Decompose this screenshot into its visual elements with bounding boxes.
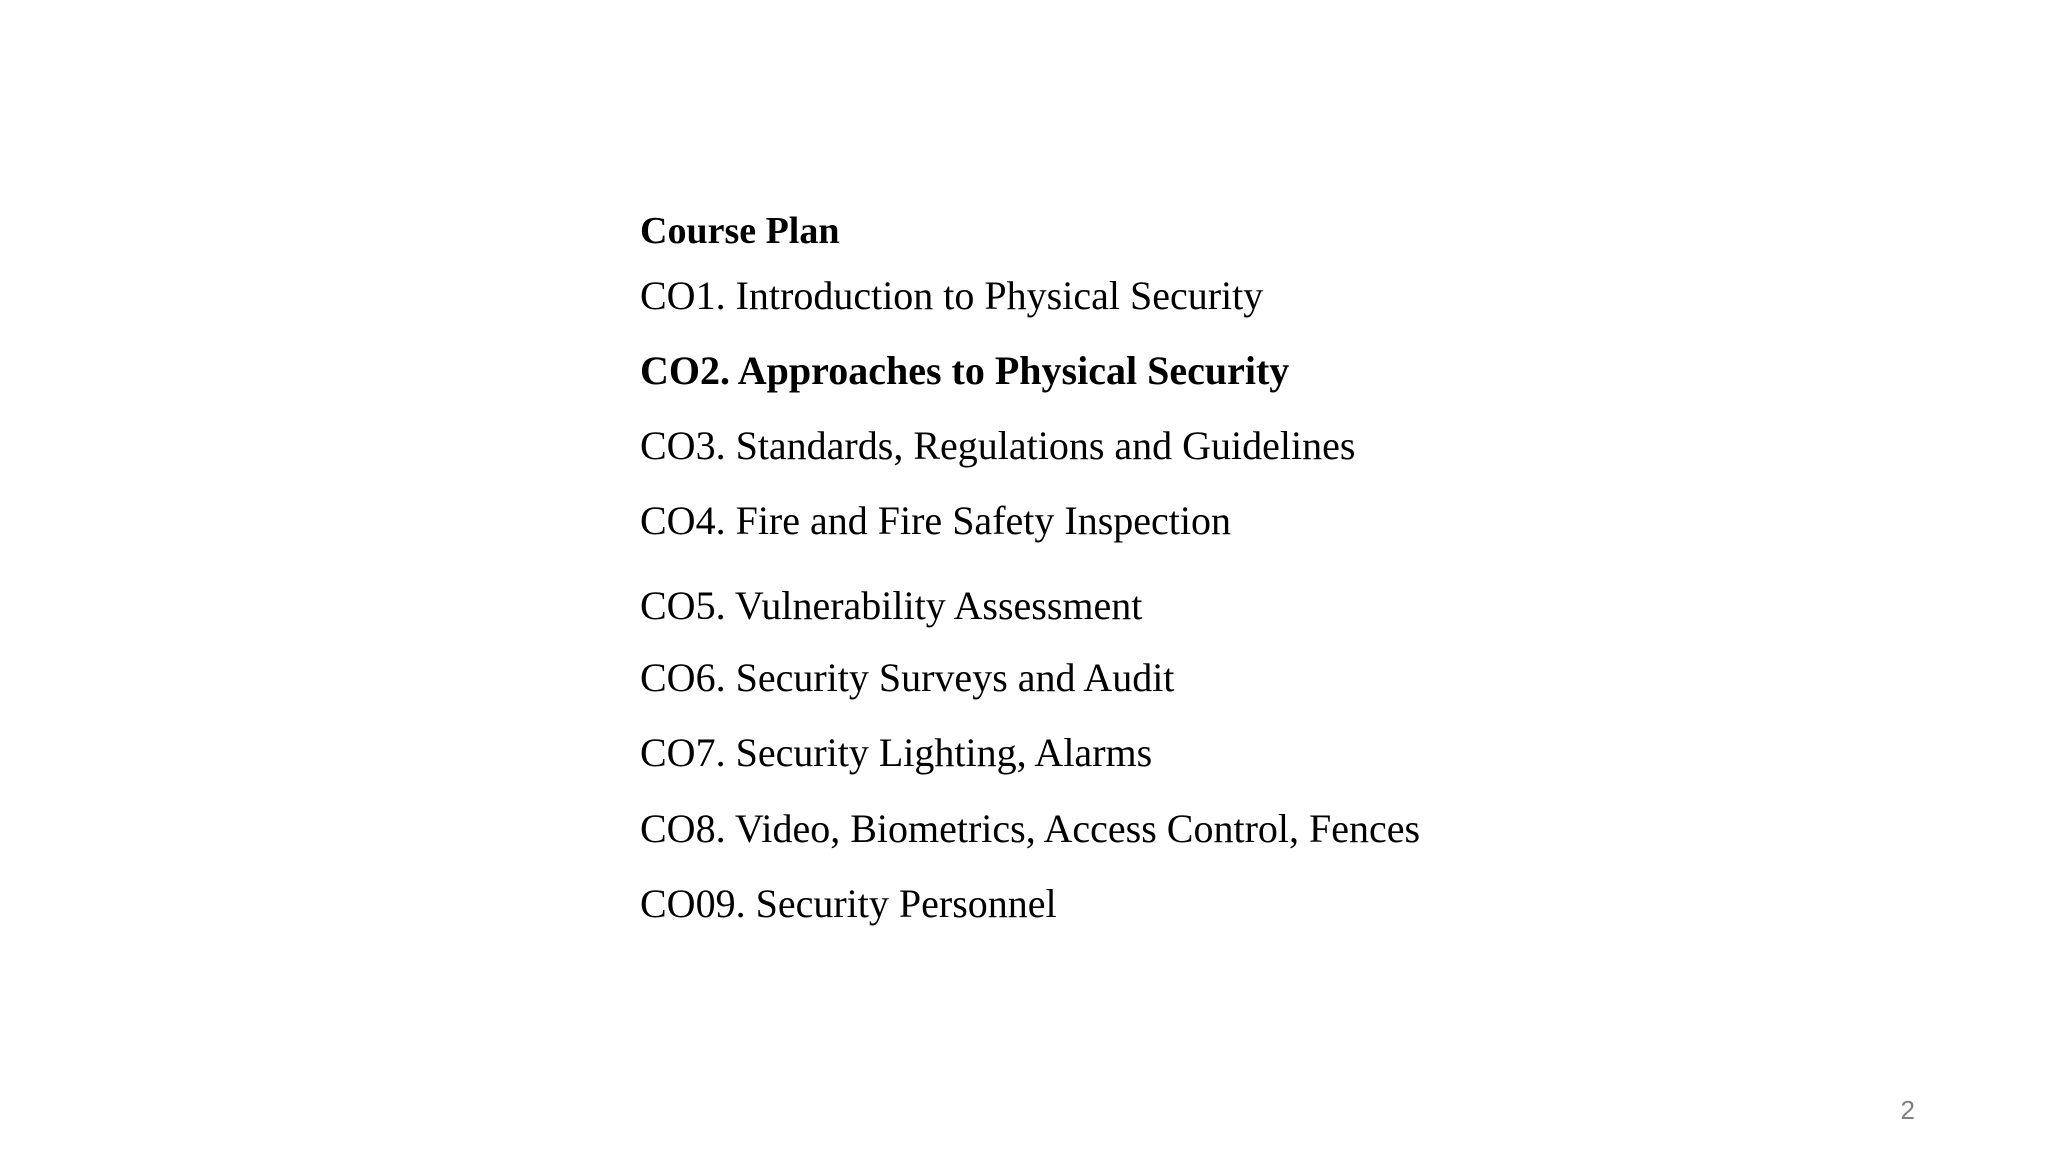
course-item-co8: CO8. Video, Biometrics, Access Control, Fences (640, 806, 1421, 851)
course-item-co2: CO2. Approaches to Physical Security (640, 348, 1290, 393)
course-item-co6: CO6. Security Surveys and Audit (640, 655, 1175, 700)
course-plan-title: Course Plan (640, 210, 840, 252)
course-item-co5: CO5. Vulnerability Assessment (640, 583, 1143, 628)
course-item-co4: CO4. Fire and Fire Safety Inspection (640, 498, 1231, 543)
course-item-co1: CO1. Introduction to Physical Security (640, 273, 1264, 318)
slide-content (640, 0, 1640, 1152)
course-item-co3: CO3. Standards, Regulations and Guidelines (640, 423, 1356, 468)
course-item-co09: CO09. Security Personnel (640, 881, 1057, 926)
page-number: 2 (1900, 1095, 1915, 1125)
course-item-co7: CO7. Security Lighting, Alarms (640, 730, 1153, 775)
